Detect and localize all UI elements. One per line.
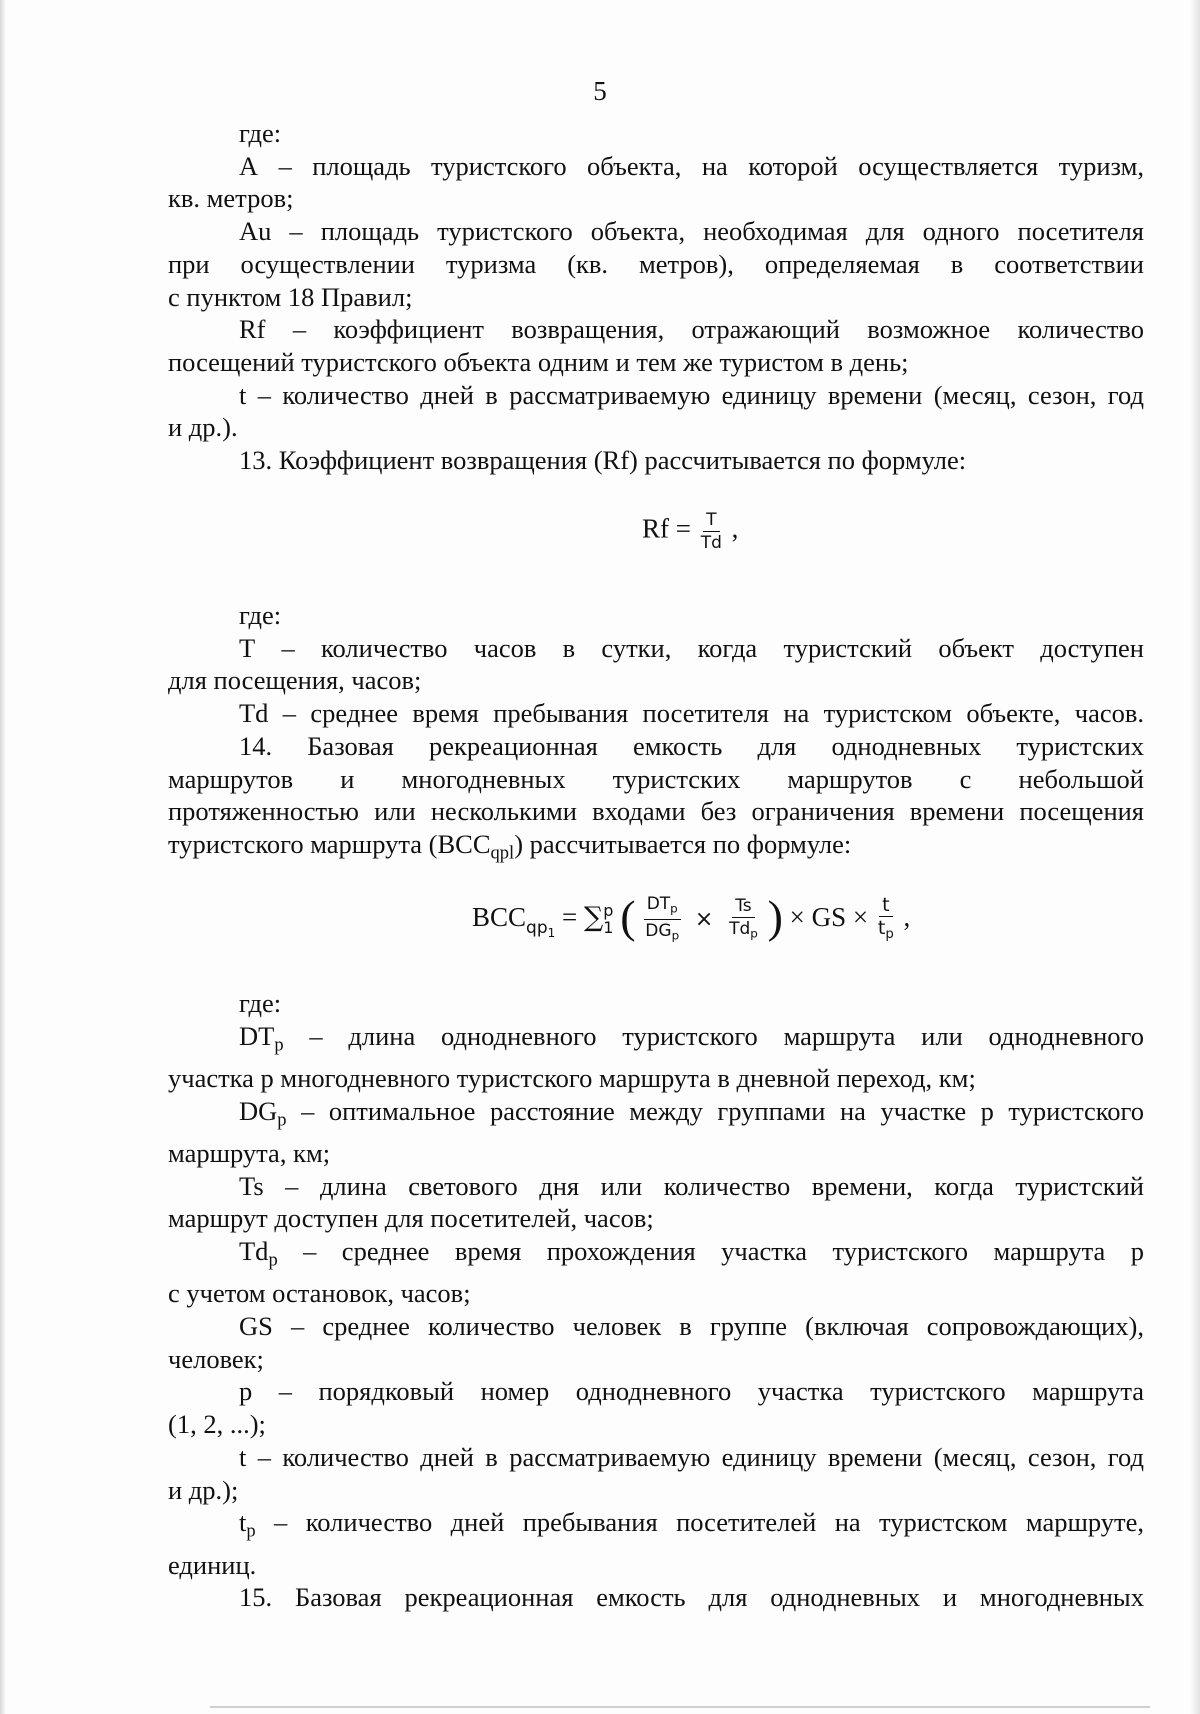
formula-bcc-fraction-dt-dg: $\frac{DT_p}{DG_p}$	[645, 893, 680, 943]
text-line: с учетом остановок, часов;	[168, 1278, 471, 1309]
text-line: и др.);	[168, 1474, 239, 1505]
text-line: t – количество дней в рассматриваемую единицу времени (месяц, сезон, год	[239, 379, 1144, 410]
formula-bcc	[472, 890, 910, 946]
scan-edge-left	[0, 0, 6, 1714]
text-line: единиц.	[168, 1549, 257, 1580]
text-line: А – площадь туристского объекта, на которой осуществляется туризм,	[239, 150, 1144, 181]
formula-rf-fraction	[698, 510, 725, 553]
text-line: посещений туристского объекта одним и тем же туристом в день;	[168, 346, 909, 377]
text-line: GS – среднее количество человек в группе (включая сопровождающих),	[239, 1311, 1144, 1342]
text-line: $DT_p$ – длина однодневного туристского маршрута или однодневного	[239, 1020, 1144, 1056]
text-line: 13. Коэффициент возвращения (Rf) рассчитывается по формуле:	[239, 445, 967, 476]
text-line: 15. Базовая рекреационная емкость для однодневных и многодневных	[239, 1582, 1144, 1613]
text-line: маршрут доступен для посетителей, часов;	[168, 1203, 654, 1234]
formula-bcc-fraction-t-tp: $\frac{t}{t_p}$	[877, 893, 894, 942]
text-line: и др.).	[168, 412, 238, 443]
text-line: Ts – длина светового дня или количество времени, когда туристский	[239, 1170, 1144, 1201]
text-line: маршрута, км;	[168, 1137, 331, 1168]
text-line: (1, 2, ...);	[168, 1409, 266, 1440]
text-line: Au – площадь туристского объекта, необходимая для одного посетителя	[239, 216, 1144, 247]
text-line: туристского маршрута $(BCC_{qpl})$ рассчитывается по формуле:	[168, 828, 852, 864]
text-line: Td – среднее время пребывания посетителя на туристском объекте, часов.	[239, 698, 1144, 729]
text-block-definitions-b	[168, 599, 1144, 870]
formula-bcc-sum: ∑ p 1	[584, 900, 614, 937]
formula-bcc-mid: × GS ×	[789, 902, 869, 932]
formula-rf	[642, 510, 738, 553]
scan-edge-right	[1190, 0, 1200, 1714]
formula-rf-numerator: T	[703, 510, 719, 532]
text-block-definitions-a	[168, 117, 1144, 477]
text-line: где:	[239, 118, 282, 148]
text-line: $DG_p$ – оптимальное расстояние между группами на участке р туристского	[239, 1095, 1144, 1131]
text-line: маршрутов и многодневных туристских маршрутов с небольшой	[168, 763, 1144, 794]
text-line: с пунктом 18 Правил;	[168, 281, 413, 312]
text-line: для посещения, часов;	[168, 665, 422, 696]
formula-bcc-paren-close: )	[767, 891, 783, 942]
text-line: протяженностью или несколькими входами без ограничения времени посещения	[168, 796, 1144, 827]
text-line: $Td_p$ – среднее время прохождения участка туристского маршрута р	[239, 1236, 1144, 1271]
text-line: t – количество дней в рассматриваемую единицу времени (месяц, сезон, год	[239, 1441, 1144, 1472]
formula-bcc-eq: =	[562, 902, 578, 932]
text-line: кв. метров;	[168, 183, 294, 214]
text-line: $t_p$ – количество дней пребывания посетителей на туристском маршруте,	[239, 1507, 1144, 1542]
text-line: р – порядковый номер однодневного участка туристского маршрута	[239, 1376, 1144, 1407]
text-line: где:	[239, 988, 282, 1018]
text-line: человек;	[168, 1343, 264, 1374]
formula-rf-denominator: Td	[700, 533, 722, 553]
text-line: 14. Базовая рекреационная емкость для однодневных туристских	[239, 730, 1144, 761]
text-line: где:	[239, 600, 282, 630]
formula-rf-lhs: Rf =	[642, 513, 691, 544]
formula-bcc-tail: ,	[903, 902, 911, 932]
formula-bcc-fraction-ts-td: $\frac{Ts}{Td_p}$	[729, 896, 758, 941]
text-block-definitions-c	[168, 987, 1144, 1614]
scan-edge-bottom	[210, 1706, 1150, 1708]
page-number: 5	[593, 76, 607, 106]
formula-bcc-paren-open: (	[620, 891, 636, 942]
text-line: Т – количество часов в сутки, когда туристский объект доступен	[239, 632, 1144, 663]
formula-bcc-lhs: $BCC_{qp1}$	[472, 902, 556, 940]
text-line: участка р многодневного туристского маршрута в дневной переход, км;	[168, 1062, 976, 1093]
text-line: при осуществлении туризма (кв. метров), определяемая в соответствии	[168, 248, 1144, 279]
formula-rf-tail: ,	[731, 513, 739, 544]
formula-bcc-times: ×	[694, 907, 714, 932]
text-line: Rf – коэффициент возвращения, отражающий возможное количество	[239, 314, 1144, 345]
